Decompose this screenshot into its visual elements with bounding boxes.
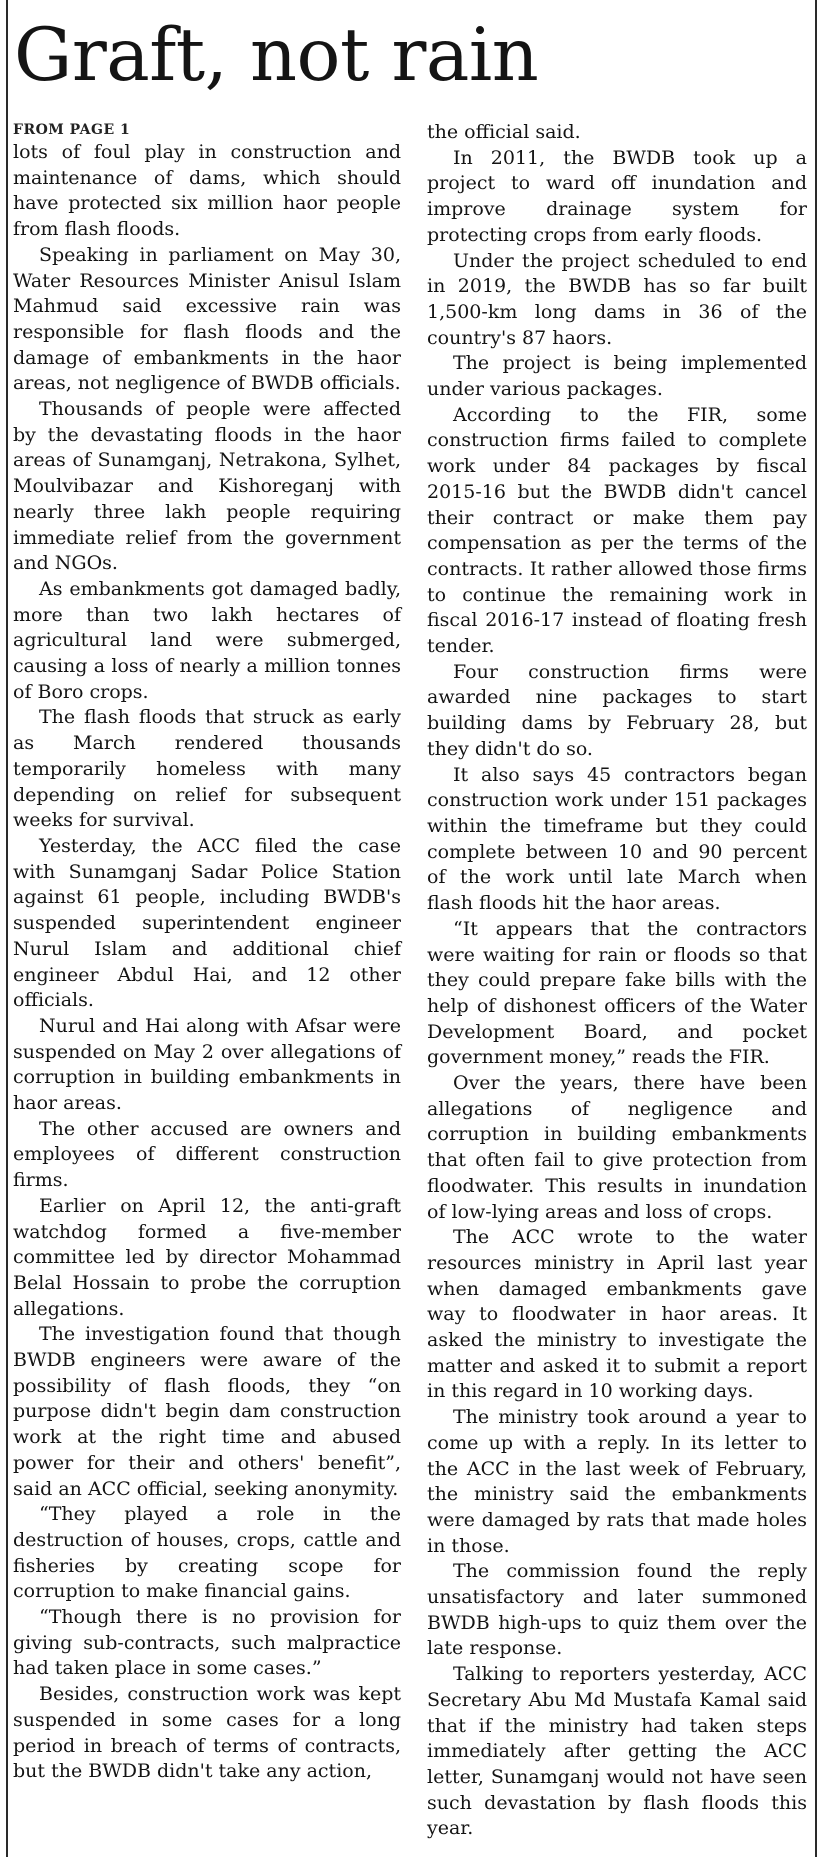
paragraph: The commission found the reply unsatisfactory and later summoned BWDB high-ups to quiz them over the late response. xyxy=(427,1560,807,1660)
paragraph: Over the years, there have been allegations of negligence and corruption in building embankments that often fail to give protection from floodwater. This results in inundation of low-lying areas and loss of crops. xyxy=(427,1072,807,1223)
paragraph: As embankments got damaged badly, more than two lakh hectares of agricultural land were submerged, causing a loss of nearly a million tonnes of Boro crops. xyxy=(13,577,401,703)
paragraph: Thousands of people were affected by the devastating floods in the haor areas of Sunamganj, Netrakona, Sylhet, Moulvibazar and Kishoreganj with nearly three lakh people requiring immediate relief from the government and NGOs. xyxy=(13,398,401,575)
paragraph: lots of foul play in construction and maintenance of dams, which should have protected six million haor people from flash floods. xyxy=(13,141,401,241)
paragraph: It also says 45 contractors began construction work under 151 packages within the timeframe but they could complete between 10 and 90 percent of the work until late March when flash floods hit the haor areas. xyxy=(427,763,807,915)
paragraph: “It appears that the contractors were waiting for rain or floods so that they could prepare fake bills with the help of dishonest officers of the Water Development Board, and pocket government money,” reads the FIR. xyxy=(427,917,807,1069)
paragraph: In 2011, the BWDB took up a project to ward off inundation and improve drainage system for protecting crops from early floods. xyxy=(427,146,807,246)
paragraph: Yesterday, the ACC filed the case with Sunamganj Sadar Police Station against 61 people, including BWDB's suspended superintendent engineer Nurul Islam and additional chief engineer Abdul Hai, and 12 other officials. xyxy=(13,834,401,1012)
paragraph: The flash floods that struck as early as March rendered thousands temporarily homeless with many depending on relief for subsequent weeks for survival. xyxy=(13,706,401,832)
article-column-left xyxy=(13,120,401,1785)
paragraph: “Though there is no provision for giving sub-contracts, such malpractice had taken place in some cases.” xyxy=(13,1606,401,1680)
article-column-right xyxy=(427,120,807,1842)
paragraph: The ACC wrote to the water resources ministry in April last year when damaged embankments gave way to floodwater in haor areas. It asked the ministry to investigate the matter and asked it to submit a report in this regard in 10 working days. xyxy=(427,1226,807,1403)
paragraph: Speaking in parliament on May 30, Water Resources Minister Anisul Islam Mahmud said excessive rain was responsible for flash floods and the damage of embankments in the haor areas, not negligence of BWDB officials. xyxy=(13,243,401,395)
continuation-kicker: FROM PAGE 1 xyxy=(13,122,131,138)
left-border-rule xyxy=(6,0,8,1857)
paragraph: The project is being implemented under various packages. xyxy=(427,352,807,401)
headline: Graft, not rain xyxy=(14,13,539,98)
paragraph: According to the FIR, some construction firms failed to complete work under 84 packages by fiscal 2015-16 but the BWDB didn't cancel their contract or make them pay compensation as per the terms of the contracts. It rather allowed those firms to continue the remaining work in fiscal 2016-17 instead of floating fresh tender. xyxy=(427,403,807,658)
paragraph: “They played a role in the destruction of houses, crops, cattle and fisheries by creating scope for corruption to make financial gains. xyxy=(13,1503,401,1603)
paragraph: the official said. xyxy=(427,121,581,143)
paragraph: Under the project scheduled to end in 2019, the BWDB has so far built 1,500-km long dams in 36 of the country's 87 haors. xyxy=(427,249,807,349)
paragraph: The other accused are owners and employees of different construction firms. xyxy=(13,1117,401,1192)
paragraph: Earlier on April 12, the anti-graft watchdog formed a five-member committee led by director Mohammad Belal Hossain to probe the corruption allegations. xyxy=(13,1194,401,1320)
paragraph: Talking to reporters yesterday, ACC Secretary Abu Md Mustafa Kamal said that if the ministry had taken steps immediately after getting the ACC letter, Sunamganj would not have seen such devastation by flash floods this year. xyxy=(427,1663,807,1840)
paragraph: Four construction firms were awarded nine packages to start building dams by February 28, but they didn't do so. xyxy=(427,660,807,760)
paragraph: The ministry took around a year to come up with a reply. In its letter to the ACC in the last week of February, the ministry said the embankments were damaged by rats that made holes in those. xyxy=(427,1406,807,1557)
paragraph: Nurul and Hai along with Afsar were suspended on May 2 over allegations of corruption in building embankments in haor areas. xyxy=(13,1014,401,1115)
paragraph: Besides, construction work was kept suspended in some cases for a long period in breach of terms of contracts, but the BWDB didn't take any action, xyxy=(13,1683,401,1783)
paragraph: The investigation found that though BWDB engineers were aware of the possibility of flash floods, they “on purpose didn't begin dam construction work at the right time and abused power for their and others' benefit”, said an ACC official, seeking anonymity. xyxy=(13,1323,401,1500)
right-border-rule xyxy=(815,0,817,1857)
